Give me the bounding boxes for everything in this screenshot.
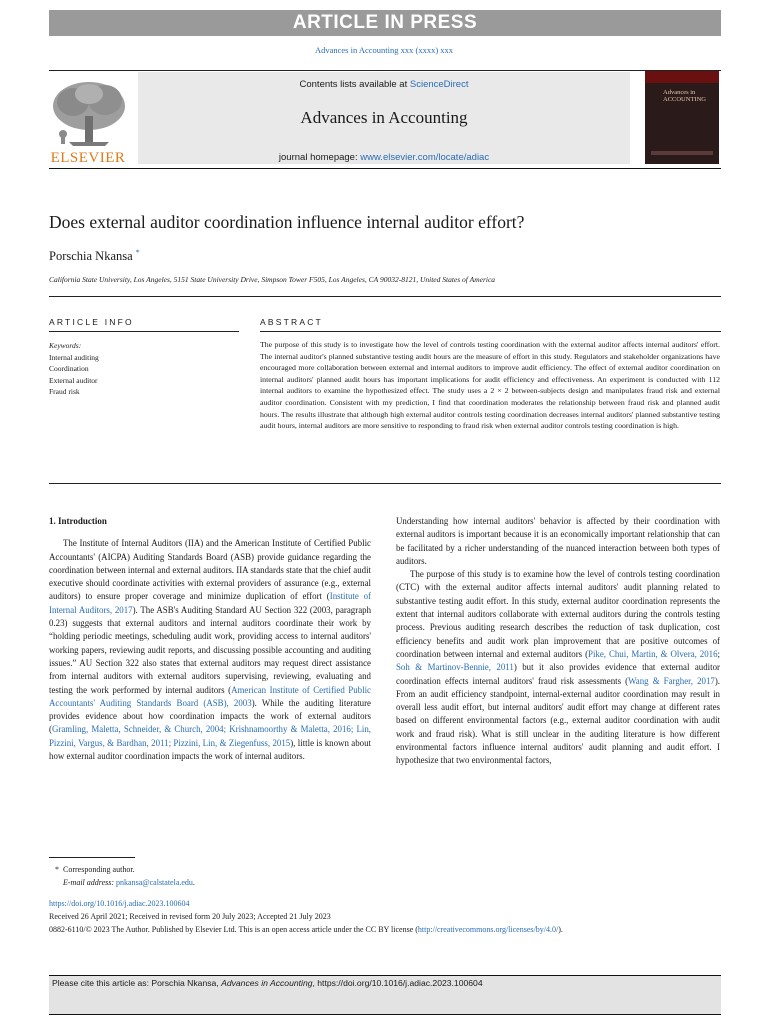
article-info-rule bbox=[49, 331, 239, 332]
text-run: ) but it also provides evidence that external auditor coordination effects internal auditors' fraud risk assessments ( bbox=[396, 662, 720, 686]
text-run: ), little is known about how external auditor coordination impacts the work of internal auditors. bbox=[49, 737, 371, 762]
footnote-mark: * bbox=[55, 865, 59, 874]
affiliation-rule bbox=[49, 296, 721, 297]
journal-homepage-link[interactable]: www.elsevier.com/locate/adiac bbox=[360, 152, 490, 163]
citation-suffix: , https://doi.org/10.1016/j.adiac.2023.100604 bbox=[312, 978, 483, 988]
email-link[interactable]: pnkansa@calstatela.edu bbox=[116, 878, 193, 887]
keyword-item: Internal auditing bbox=[49, 352, 99, 362]
text-run: ; bbox=[717, 648, 720, 659]
abstract-text: The purpose of this study is to investigate how the level of controls testing coordination with the external auditor affects internal auditors' effort. The internal auditor's planned substantive testing audit hours are the measure of effort in this study. Regulators and stakeholder organizations have encouraged more collaboration between external and internal auditors to improve audit efficiency. The effect of external auditor coordination on internal auditors' planned audit hours has important implications for audit efficiency and effectiveness. An experiment is conducted with 112 internal auditors to examine the hypothesized effect. The study uses a 2 × 2 between-subjects design and manipulates fraud risk and external auditor coordination. Consistent with my prediction, I find that coordination moderates the relationship between fraud risk and planned audit hours. The results illustrate that although high external auditor controls testing coordination decreases internal auditors' planned substantive testing audit hours, internal auditors are more sensitive to responding to fraud risk when external auditor controls testing coordination is high. bbox=[260, 340, 720, 431]
keyword-item: Coordination bbox=[49, 364, 89, 374]
citation-link[interactable]: Institute of Internal Auditors, 2017 bbox=[49, 591, 371, 615]
intro-paragraph-continued: Understanding how internal auditors' behavior is affected by their coordination with external auditors is important because it is an economically important relationship that can be facilitated by a richer understanding of the nuanced interaction between both types of auditors. bbox=[396, 516, 720, 566]
citation-link[interactable]: Pike, Chui, Martin, & Olvera, 2016 bbox=[588, 648, 718, 659]
body-right-column bbox=[396, 515, 720, 768]
keywords-heading: Keywords: bbox=[49, 341, 82, 350]
contents-line bbox=[138, 79, 630, 90]
article-info-label: ARTICLE INFO bbox=[49, 317, 134, 327]
journal-cover-thumbnail bbox=[645, 71, 719, 164]
corresponding-author-mark[interactable]: * bbox=[135, 248, 140, 257]
doi-link[interactable]: https://doi.org/10.1016/j.adiac.2023.100604 bbox=[49, 899, 190, 908]
text-run: ). From an audit efficiency standpoint, internal-external auditor coordination may result in overall less audit effort, but internal auditors' audit effort may change at different rates based on different environmental factors (e.g., external auditor coordination with audit work and fraud risk). What is still unclear in the auditing literature is how different environmental factors influence internal auditors' audit planning and audit effort. I hypothesize that two environmental factors, bbox=[396, 675, 721, 766]
contents-prefix: Contents lists available at bbox=[299, 79, 410, 90]
journal-homepage-line bbox=[138, 152, 630, 163]
license-line bbox=[49, 924, 721, 936]
keyword-item: Fraud risk bbox=[49, 387, 80, 397]
text-run: ). The ASB's Auditing Standard AU Section 322 (2003, paragraph 0.23) suggests that external auditors and internal auditors coordinate their work by “holding periodic meetings, scheduling audit work, providing access to internal auditors' working papers, reviewing audit reports, and discussing possible accounting and auditing issues.” AU Section 322 also states that external auditors may request direct assistance from internal auditors with external auditors supervising, reviewing, evaluating and testing the work performed by internal auditors ( bbox=[49, 604, 372, 695]
text-run: The Institute of Internal Auditors (IIA) and the American Institute of Certified Public Accountants' (AICPA) Auditing Standards Board (ASB) provide guidance regarding the coordination between internal and external auditors. IIA standards state that the chief audit executive should coordinate activities with external providers of assurance (e.g., external auditors) to ensure proper coverage and minimize duplication of effort ( bbox=[49, 538, 371, 602]
article-title: Does external auditor coordination influence internal auditor effort? bbox=[49, 212, 525, 232]
license-link[interactable]: http://creativecommons.org/licenses/by/4.0/ bbox=[417, 925, 559, 934]
homepage-prefix: journal homepage: bbox=[278, 152, 361, 163]
citation-link[interactable]: Soh & Martinov-Bennie, 2011 bbox=[396, 662, 514, 673]
author-name: Porschia Nkansa bbox=[49, 249, 133, 264]
abstract-label: ABSTRACT bbox=[260, 317, 323, 327]
front-matter-rule bbox=[49, 483, 721, 484]
citation-prefix: Please cite this article as: Porschia Nkansa, bbox=[52, 978, 222, 988]
doi-line bbox=[49, 898, 190, 910]
text-run: ). While the auditing literature provides evidence about how coordination impacts the work of external auditors ( bbox=[49, 697, 371, 735]
article-in-press-banner: ARTICLE IN PRESS bbox=[49, 10, 721, 36]
body-left-column bbox=[49, 515, 371, 763]
abstract-body bbox=[260, 339, 720, 432]
citation-link[interactable]: Wang & Fargher, 2017 bbox=[628, 675, 715, 686]
header-top-rule bbox=[49, 70, 721, 71]
citation-link[interactable]: Gramling, Maletta, Schneider, & Church, 2004; Krishnamoorthy & Maletta, 2016; Lin, Pizzini, Vargus, & Bardhan, 2011; Pizzini, Lin, & Ziegenfuss, 2015 bbox=[49, 724, 371, 748]
author-name-line bbox=[49, 248, 140, 264]
license-prefix: 0882-6110/© 2023 The Author. Published by Elsevier Ltd. This is an open access article under the CC BY license ( bbox=[49, 925, 418, 934]
footnote-rule bbox=[49, 857, 135, 858]
keywords-block bbox=[49, 340, 239, 398]
abstract-rule bbox=[260, 331, 721, 332]
received-dates: Received 26 April 2021; Received in revised form 20 July 2023; Accepted 21 July 2023 bbox=[49, 912, 331, 921]
cover-footer-bar bbox=[651, 151, 713, 155]
intro-paragraph-2 bbox=[396, 568, 720, 767]
citation-text bbox=[52, 978, 483, 988]
cover-title: Advances in ACCOUNTING bbox=[663, 89, 706, 103]
header-bottom-rule bbox=[49, 168, 721, 169]
sciencedirect-link[interactable]: ScienceDirect bbox=[409, 79, 469, 90]
cover-band bbox=[645, 71, 719, 83]
citation-link[interactable]: American Institute of Certified Public Accountants' Auditing Standards Board (ASB), 2003 bbox=[49, 684, 371, 708]
author-affiliation: California State University, Los Angeles, 5151 State University Drive, Simpson Tower F505, Los Angeles, CA 90032-8121, United States of America bbox=[49, 275, 496, 284]
journal-reference[interactable]: Advances in Accounting xxx (xxxx) xxx bbox=[314, 45, 454, 55]
text-run: The purpose of this study is to examine how the level of controls testing coordination (CTC) with the external auditor affects internal auditors' audit planning related to substantive testing audit effort. In this study, external auditor coordination represents the extent that internal auditors collaborate with external auditors during the controls testing process. Previous auditing research describes the reduction of task duplication, cost efficiency benefits and audit work plan improvement that are positive outcomes of coordination between internal and external auditors ( bbox=[396, 569, 720, 659]
journal-name: Advances in Accounting bbox=[300, 108, 468, 127]
publisher-wordmark: ELSEVIER bbox=[50, 150, 126, 166]
intro-paragraph-1 bbox=[49, 537, 371, 763]
corresponding-author-text: Corresponding author. bbox=[63, 865, 135, 874]
email-note: E-mail address: pnkansa@calstatela.edu. bbox=[63, 878, 195, 887]
email-label: E-mail address: bbox=[63, 878, 117, 887]
corresponding-author-note bbox=[55, 864, 135, 876]
citation-journal: Advances in Accounting bbox=[221, 978, 313, 988]
section-heading: 1. Introduction bbox=[49, 516, 107, 526]
keyword-item: External auditor bbox=[49, 375, 98, 385]
license-suffix: ). bbox=[558, 925, 563, 934]
